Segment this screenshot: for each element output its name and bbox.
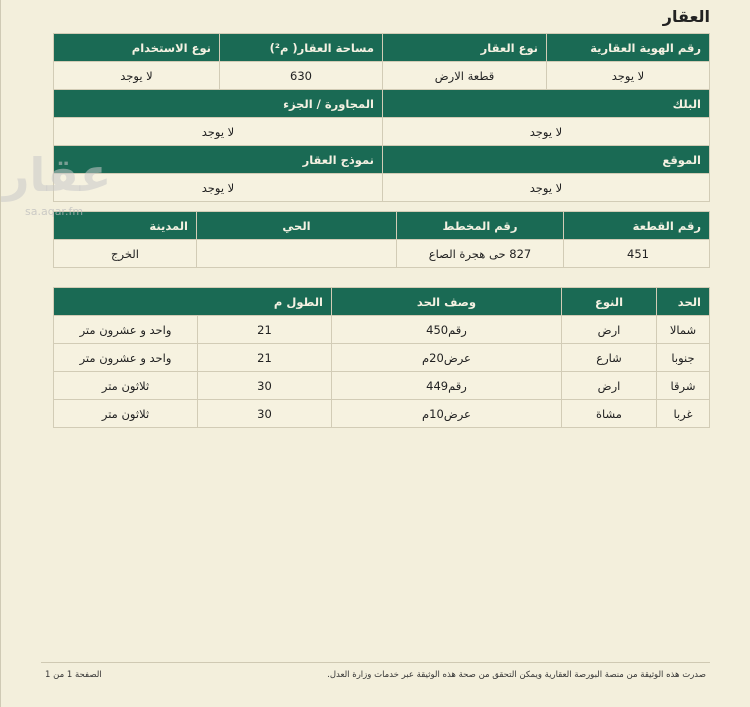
boundary-length: 21 [198,344,332,372]
boundary-length-text: ثلاثون متر [54,372,198,400]
page-number: الصفحة 1 من 1 [45,670,102,680]
header-block: البلك [383,90,710,118]
table-row [54,62,710,90]
header-property-id: رقم الهوية العقارية [547,34,710,62]
value-neighborhood-part: لا يوجد [54,118,383,146]
table-row [54,174,710,202]
table-row [54,400,710,428]
header-property-type: نوع العقار [383,34,547,62]
boundary-type: مشاة [562,400,657,428]
boundary-side: جنوبا [657,344,710,372]
value-district [197,240,397,268]
boundary-type: ارض [562,372,657,400]
table-row [54,90,710,118]
aqar-watermark-url: sa.aqar.fm [25,205,84,218]
plot-info-table [53,211,710,268]
table-row [54,288,710,316]
header-neighborhood-part: المجاورة / الجزء [54,90,383,118]
value-property-area: 630 [220,62,383,90]
header-type: النوع [562,288,657,316]
header-plan-number: رقم المخطط [397,212,564,240]
header-city: المدينة [54,212,197,240]
footer-note: صدرت هذه الوثيقة من منصة البورصة العقارية ويمكن التحقق من صحة هذه الوثيقة عبر خدمات وزارة العدل. [327,670,706,680]
boundary-length-text: ثلاثون متر [54,400,198,428]
header-usage-type: نوع الاستخدام [54,34,220,62]
table-row [54,372,710,400]
boundary-length: 30 [198,372,332,400]
header-property-area: مساحة العقار( م²) [220,34,383,62]
table-row [54,344,710,372]
boundary-type: شارع [562,344,657,372]
property-info-table [53,33,710,202]
header-boundary: الحد [657,288,710,316]
table-row [54,240,710,268]
value-location: لا يوجد [383,174,710,202]
table-row [54,34,710,62]
boundary-description: عرض20م [332,344,562,372]
boundary-side: شرقا [657,372,710,400]
table-row [54,316,710,344]
value-plot-number: 451 [564,240,710,268]
boundary-side: شمالا [657,316,710,344]
value-usage-type: لا يوجد [54,62,220,90]
header-district: الحي [197,212,397,240]
header-property-model: نموذج العقار [54,146,383,174]
value-city: الخرج [54,240,197,268]
table-row [54,212,710,240]
boundaries-table [53,287,710,428]
boundary-type: ارض [562,316,657,344]
footer-divider [41,662,710,663]
boundary-length-text: واحد و عشرون متر [54,316,198,344]
header-boundary-description: وصف الحد [332,288,562,316]
header-length: الطول م [54,288,332,316]
value-block: لا يوجد [383,118,710,146]
value-plan-number: 827 حى هجرة الصاع [397,240,564,268]
table-row [54,146,710,174]
value-property-model: لا يوجد [54,174,383,202]
boundary-side: غربا [657,400,710,428]
boundary-description: رقم450 [332,316,562,344]
header-plot-number: رقم القطعة [564,212,710,240]
aqar-watermark-logo: عقار [3,148,112,202]
table-row [54,118,710,146]
boundary-description: عرض10م [332,400,562,428]
header-location: الموقع [383,146,710,174]
section-title: العقار [662,7,710,26]
value-property-type: قطعة الارض [383,62,547,90]
value-property-id: لا يوجد [547,62,710,90]
boundary-description: رقم449 [332,372,562,400]
boundary-length: 30 [198,400,332,428]
boundary-length-text: واحد و عشرون متر [54,344,198,372]
boundary-length: 21 [198,316,332,344]
